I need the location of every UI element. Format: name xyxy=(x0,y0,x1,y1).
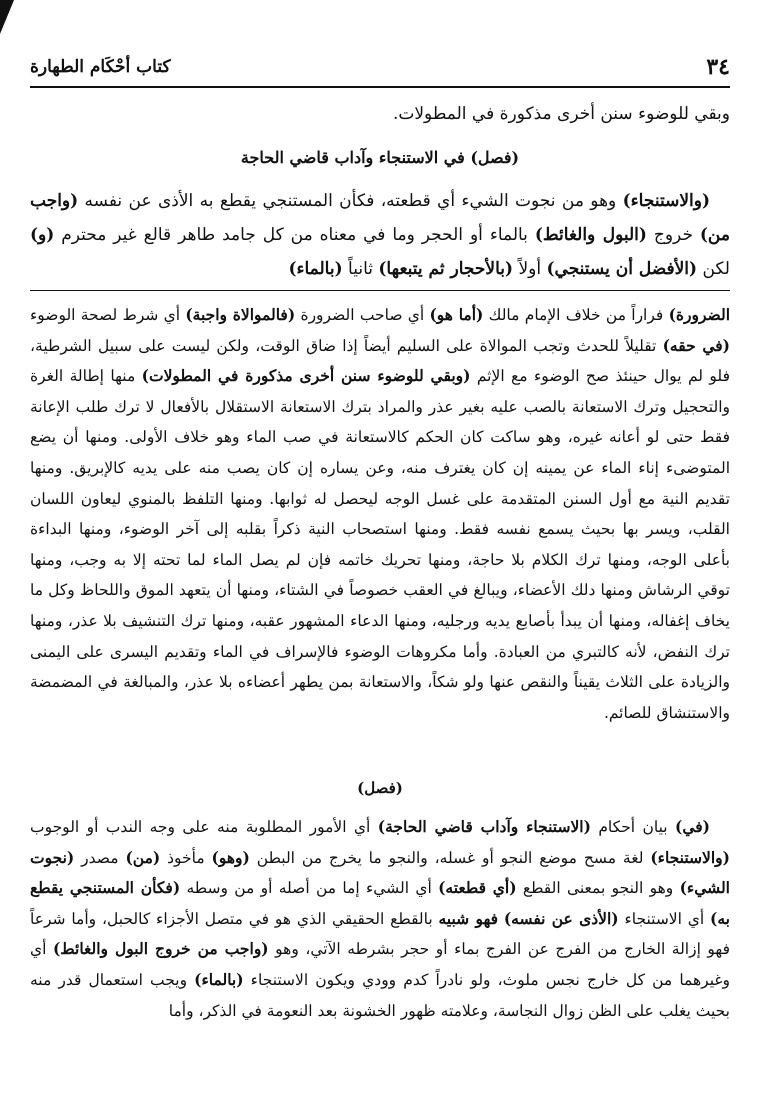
bold-text-segment: (من) xyxy=(125,847,161,867)
running-title: كتاب أحْكَام الطهارة xyxy=(30,57,171,77)
commentary-separator-rule xyxy=(30,290,730,291)
bold-text-segment: (أي قطعته) xyxy=(438,878,517,898)
bold-text-segment: (بالماء) xyxy=(194,969,244,989)
bold-text-segment: (في) xyxy=(674,817,710,836)
bold-text-segment: الضرورة) xyxy=(668,305,731,324)
text-segment: أولاً xyxy=(513,259,547,279)
header-rule xyxy=(30,86,730,88)
matn-top-line: وبقي للوضوء سنن أخرى مذكورة في المطولات. xyxy=(392,104,730,124)
bold-text-segment: (واجب من) xyxy=(30,191,730,245)
text-segment: أي الاستنجاء xyxy=(618,909,711,928)
commentary-text-2 xyxy=(30,812,730,1026)
text-segment: خروج xyxy=(646,225,700,245)
text-segment: وهو النجو بمعنى القطع xyxy=(516,879,680,898)
text-segment: مأخوذ xyxy=(160,848,212,867)
text-segment: أي الشيء إما من أصله أو من وسطه xyxy=(180,879,439,898)
text-segment: بيان أحكام xyxy=(590,818,675,836)
text-segment: بالقطع الحقيقي الذي هو في متصل الأجزاء كالحبل، وأما شرعاً فهو إزالة الخارج من الفرج عن الفرج بماء أو حجر بشرطه الآتي، وهو xyxy=(30,909,730,959)
text-segment: ويجب استعمال قدر منه بحيث يغلب على الظن زوال النجاسة، وعلامته ظهور الخشونة بعد النعومة في الذكر، وأما xyxy=(30,970,730,1020)
bold-text-segment: (بالأحجار ثم يتبعها) xyxy=(378,259,514,279)
text-segment: ثانياً xyxy=(342,259,379,279)
bold-text-segment: (وهو) xyxy=(211,847,250,867)
text-segment: مصدر xyxy=(74,848,126,867)
page-header xyxy=(30,50,730,84)
bold-text-segment: (و) xyxy=(30,225,55,245)
bold-text-segment: (فكأن المستنجي يقطع به) xyxy=(30,878,730,928)
text-segment: منها إطالة الغرة والتحجيل وترك الاستعانة بالصب عليه بغير عذر والمراد بترك الاستعانة الاستقلال بالأفعال لا ترك طلب الإعانة فقط حتى لو أعانه غيره، وهو ساكت كان الحكم كالاستعانة في صب الماء وهو خلاف الأولى. ومنها أن يضع المتوضىء إناء الماء عن يمينه إن كان يغترف منه، وعن يساره إن كان يصب منه على يديه كالإبريق. ومنها تقديم النية مع أول السنن المتقدمة على غسل الوجه ليحصل له ثوابها. ومنها التلفظ بالمنوي ليعاون اللسان القلب، ويسر بها بحيث يسمع نفسه فقط. ومنها استصحاب النية ذكراً بقلبه إلى آخر الوضوء، ومنها البداءة بأعلى الوجه، ومنها ترك الكلام بلا حاجة، ومنها تحريك خاتمه فإن لم يصل الماء لما تحته إلا به وجب، ومنها توقي الرشاش ومنها دلك الأعضاء، ويبالغ في العقب خصوصاً في الشتاء، ومنها أن يتعهد الموق واللحاظ وكل ما يخاف إغفاله، ومنها أن يبدأ بأصابع يديه ورجليه، ومنها الدعاء المشهور عقبه، ومنها ترك التنشيف بلا عذر، ومنها ترك النفض، لأنه كالتبري من العبادة. وأما مكروهات الوضوء فالإسراف في الماء وتقديم اليسرى على اليمنى والزيادة على الثلاث يقيناً والنقص عنها ولو شكاً، والاستعانة بمن يطهر أعضاءه بلا عذر، والمبالغة في المضمضة والاستنشاق للصائم. xyxy=(30,367,730,722)
page-number: ٣٤ xyxy=(706,54,730,80)
bold-text-segment: (البول والغائط) xyxy=(534,225,647,245)
text-segment: أي شرط لصحة الوضوء xyxy=(30,306,186,324)
bold-text-segment: (في حقه) xyxy=(662,335,731,355)
text-segment: أي الأمور المطلوبة منه على وجه الندب أو الوجوب xyxy=(30,818,378,836)
bold-text-segment: (فالموالاة واجبة) xyxy=(185,305,296,324)
bold-text-segment: (الأفضل أن يستنجي) xyxy=(546,259,698,279)
bold-text-segment: فهو شبيه xyxy=(438,908,499,928)
text-segment: أي صاحب الضرورة xyxy=(295,306,430,324)
text-segment: أي وغيرهما من كل خارج نجس ملوث، ولو نادراً كدم وودي ويكون الاستنجاء xyxy=(30,940,730,989)
bold-text-segment: (بالماء) xyxy=(288,259,343,279)
bold-text-segment: (واجب من خروج البول والغائط) xyxy=(52,939,269,959)
bold-text-segment: (والاستنجاء) xyxy=(650,847,730,867)
matn-paragraph-text xyxy=(30,184,730,286)
bold-text-segment: (نجوت الشيء) xyxy=(30,847,730,898)
section-heading: (فصل) في الاستنجاء وآداب قاضي الحاجة xyxy=(240,148,520,167)
commentary-text-1 xyxy=(30,300,730,728)
text-segment: وهو من نجوت الشيء أي قطعته، فكأن المستنجي يقطع به الأذى عن نفسه xyxy=(78,191,623,211)
matn-paragraph xyxy=(30,184,730,286)
bold-text-segment: (وبقي للوضوء سنن أخرى مذكورة في المطولات) xyxy=(141,366,471,386)
commentary-block-2 xyxy=(30,812,730,1026)
bold-text-segment: (الاستنجاء وآداب قاضي الحاجة) xyxy=(377,817,591,836)
commentary-heading: (فصل) xyxy=(357,779,403,797)
text-segment: لكن xyxy=(697,259,730,279)
scan-corner-mark xyxy=(0,0,14,34)
bold-text-segment: (أما هو) xyxy=(429,305,484,324)
bold-text-segment: (والاستنجاء) xyxy=(622,191,710,211)
commentary-block-1 xyxy=(30,300,730,728)
text-segment: لغة مسح موضع النجو أو غسله، والنجو ما يخرج من البطن xyxy=(249,848,651,867)
bold-text-segment: (الأذى عن نفسه) xyxy=(503,908,619,928)
text-segment: تقليلاً للحدث وتجب الموالاة على السليم أيضاً إذا ضاق الوقت، ولكن ليست على سبيل الشرطية، فلو لم يوال حينئذ صح الوضوء مع الإثم xyxy=(30,336,730,386)
text-segment: فراراً من خلاف الإمام مالك xyxy=(483,306,669,324)
text-segment: بالماء أو الحجر وما في معناه من كل جامد طاهر قالع غير محترم xyxy=(54,225,535,245)
